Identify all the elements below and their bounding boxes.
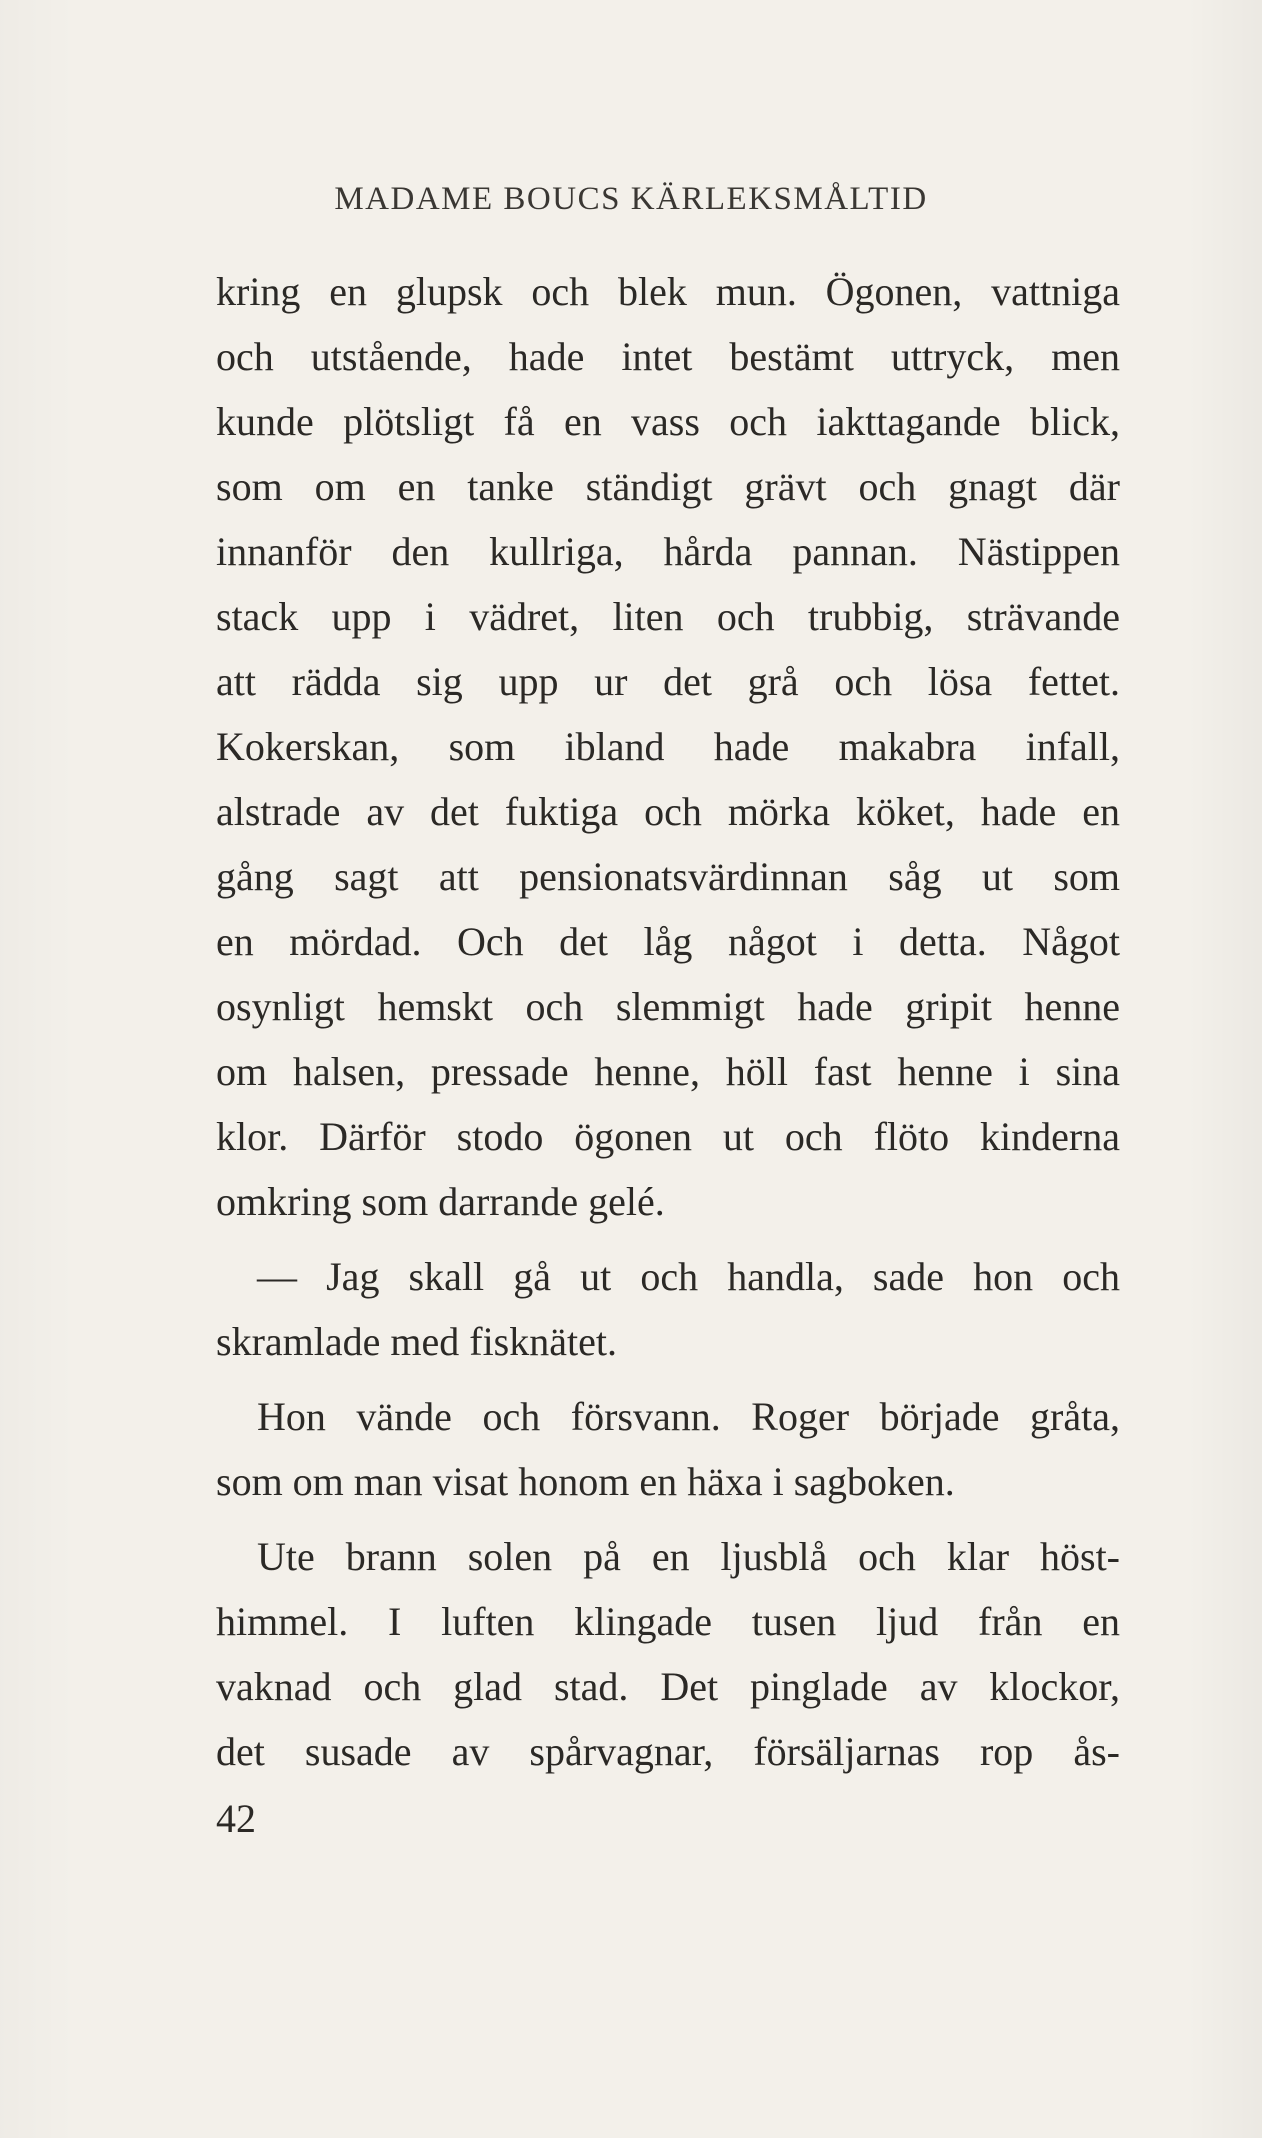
text-line: stack upp i vädret, liten och trubbig, strävande — [216, 594, 1120, 639]
text-line: klor. Därför stodo ögonen ut och flöto kinderna — [216, 1114, 1120, 1159]
page-number: 42 — [216, 1796, 256, 1841]
text-line: det susade av spårvagnar, försäljarnas rop ås- — [216, 1729, 1120, 1774]
text-line: alstrade av det fuktiga och mörka köket, hade en — [216, 789, 1120, 834]
paragraph — [216, 1384, 1120, 1514]
paragraph — [216, 259, 1120, 1234]
running-head: MADAME BOUCS KÄRLEKSMÅLTID — [334, 181, 928, 217]
text-line: osynligt hemskt och slemmigt hade gripit henne — [216, 984, 1120, 1029]
text-line: en mördad. Och det låg något i detta. Något — [216, 919, 1120, 964]
text-line: vaknad och glad stad. Det pinglade av klockor, — [216, 1664, 1120, 1709]
body-text — [216, 259, 1120, 1784]
text-line: gång sagt att pensionatsvärdinnan såg ut som — [216, 854, 1120, 899]
text-line: kunde plötsligt få en vass och iakttagande blick, — [216, 399, 1120, 444]
text-line: omkring som darrande gelé. — [216, 1179, 665, 1224]
paragraph — [216, 1524, 1120, 1784]
text-line: himmel. I luften klingade tusen ljud från en — [216, 1599, 1120, 1644]
text-line: om halsen, pressade henne, höll fast henne i sina — [216, 1049, 1120, 1094]
text-line: som om man visat honom en häxa i sagboken. — [216, 1459, 955, 1504]
text-line: Kokerskan, som ibland hade makabra infall, — [216, 724, 1120, 769]
text-line: och utstående, hade intet bestämt uttryck, men — [216, 334, 1120, 379]
text-line: att rädda sig upp ur det grå och lösa fettet. — [216, 659, 1120, 704]
text-line: skramlade med fisknätet. — [216, 1319, 617, 1364]
paragraph — [216, 1244, 1120, 1374]
text-line: Ute brann solen på en ljusblå och klar höst- — [257, 1534, 1120, 1579]
text-line: Hon vände och försvann. Roger började gråta, — [257, 1394, 1120, 1439]
text-line: kring en glupsk och blek mun. Ögonen, vattniga — [216, 269, 1120, 314]
text-line: innanför den kullriga, hårda pannan. Nästippen — [216, 529, 1120, 574]
text-line: — Jag skall gå ut och handla, sade hon och — [257, 1254, 1120, 1299]
text-line: som om en tanke ständigt grävt och gnagt där — [216, 464, 1120, 509]
